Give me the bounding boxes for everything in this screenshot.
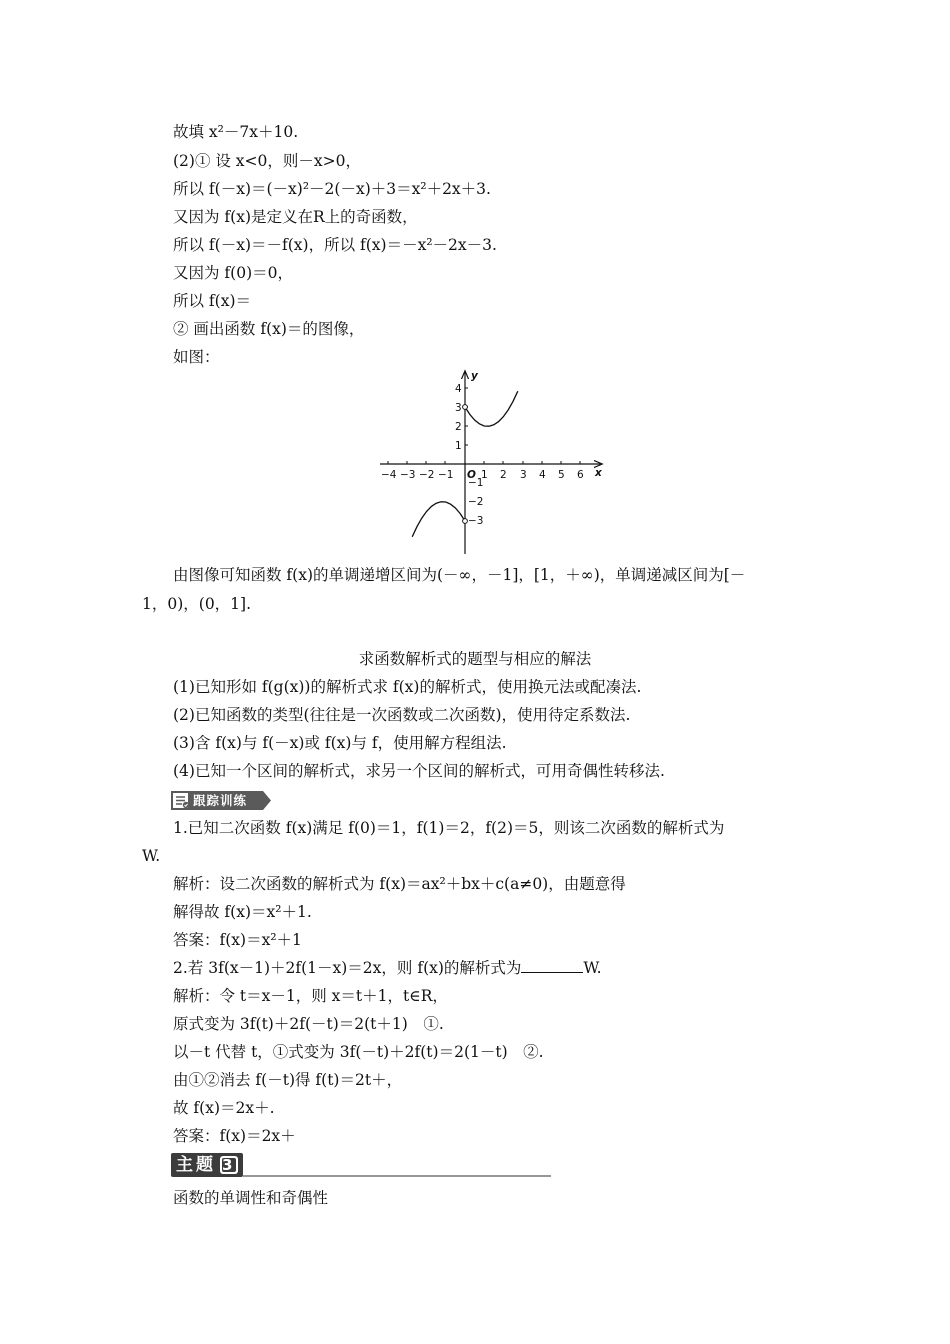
x-axis-label: x: [595, 467, 602, 479]
text-line: 由①②消去 f(－t)得 f(t)＝2t＋，: [173, 1071, 403, 1089]
text-line: 由图像可知函数 f(x)的单调递增区间为(－∞，－1]，[1，＋∞)，单调递减区间为[－: [173, 566, 746, 584]
text-line: 以－t 代替 t，①式变为 3f(－t)＋2f(t)＝2(1－t) ②.: [173, 1043, 544, 1061]
open-point: [463, 519, 468, 524]
text-line: 故填 x²－7x＋10.: [173, 123, 299, 141]
topic-label: [176, 1154, 232, 1176]
answer-blank: [521, 958, 583, 973]
y-tick-label: −3: [468, 515, 484, 527]
text-line: 又因为 f(x)是定义在R上的奇函数，: [173, 208, 418, 226]
open-point: [463, 405, 468, 410]
text-line: 所以 f(x)＝: [173, 292, 251, 310]
method-item: (3)含 f(x)与 f(－x)或 f(x)与 f，使用解方程组法.: [173, 734, 507, 752]
text-line: 故 f(x)＝2x＋.: [173, 1099, 275, 1117]
x-tick-label: −4: [381, 469, 397, 481]
y-tick-label: 4: [455, 383, 462, 395]
curve-negative-branch: [412, 502, 465, 537]
y-tick-label: 2: [455, 421, 462, 433]
text-line: 解析：令 t＝x－1，则 x＝t＋1，t∈R，: [173, 987, 448, 1005]
x-tick-label: 2: [500, 469, 507, 481]
text-line: (2)① 设 x<0，则－x>0，: [173, 152, 361, 170]
text-line: 解析：设二次函数的解析式为 f(x)＝ax²＋bx＋c(a≠0)，由题意得: [173, 875, 626, 893]
text-line: 所以 f(－x)＝－f(x)，所以 f(x)＝－x²－2x－3.: [173, 236, 497, 254]
text-line: ② 画出函数 f(x)＝的图像，: [173, 320, 365, 338]
text-line: 原式变为 3f(t)＋2f(－t)＝2(t＋1) ①.: [173, 1015, 444, 1033]
x-tick-label: 3: [520, 469, 527, 481]
method-item: (4)已知一个区间的解析式，求另一个区间的解析式，可用奇偶性转移法.: [173, 762, 665, 780]
text-line: 1，0)，(0，1].: [142, 595, 252, 613]
topic-title: 主题: [176, 1155, 216, 1175]
origin-label: O: [467, 469, 476, 481]
text-line: 所以 f(－x)＝(－x)²－2(－x)＋3＝x²＋2x＋3.: [173, 180, 491, 198]
x-tick-label: 4: [539, 469, 546, 481]
exercise-question: 1.已知二次函数 f(x)满足 f(0)＝1，f(1)＝2，f(2)＝5，则该二次函数的解析式为: [173, 819, 725, 837]
answer-line: 答案：f(x)＝2x＋: [173, 1127, 296, 1145]
topic-number: 3: [222, 1156, 233, 1174]
x-tick-label: 6: [577, 469, 584, 481]
practice-banner-label: 跟踪训练: [193, 793, 248, 808]
exercise-question: [173, 958, 602, 978]
function-graph: [375, 368, 607, 558]
y-tick-label: −1: [468, 477, 484, 489]
x-tick-label: 1: [481, 469, 488, 481]
topic-subtitle: 函数的单调性和奇偶性: [173, 1189, 329, 1207]
x-tick-label: −2: [419, 469, 435, 481]
x-tick-label: −1: [438, 469, 454, 481]
text-line: 解得故 f(x)＝x²＋1.: [173, 903, 312, 921]
text-line: 如图：: [173, 348, 220, 366]
curve-positive-branch: [465, 391, 518, 426]
text-line: W.: [142, 847, 161, 865]
answer-line: 答案：f(x)＝x²＋1: [173, 931, 302, 949]
question-text: W.: [583, 959, 602, 977]
x-tick-label: 5: [558, 469, 565, 481]
y-axis-label: y: [471, 370, 478, 382]
text-line: 又因为 f(0)＝0，: [173, 264, 293, 282]
y-tick-label: 3: [455, 402, 462, 414]
section-title: 求函数解析式的题型与相应的解法: [358, 650, 592, 668]
method-item: (1)已知形如 f(g(x))的解析式求 f(x)的解析式，使用换元法或配凑法.: [173, 678, 642, 696]
y-tick-label: 1: [455, 440, 462, 452]
y-tick-label: −2: [468, 496, 484, 508]
x-tick-label: −3: [400, 469, 416, 481]
question-text: 2.若 3f(x－1)＋2f(1－x)＝2x，则 f(x)的解析式为: [173, 959, 522, 977]
method-item: (2)已知函数的类型(往往是一次函数或二次函数)，使用待定系数法.: [173, 706, 631, 724]
